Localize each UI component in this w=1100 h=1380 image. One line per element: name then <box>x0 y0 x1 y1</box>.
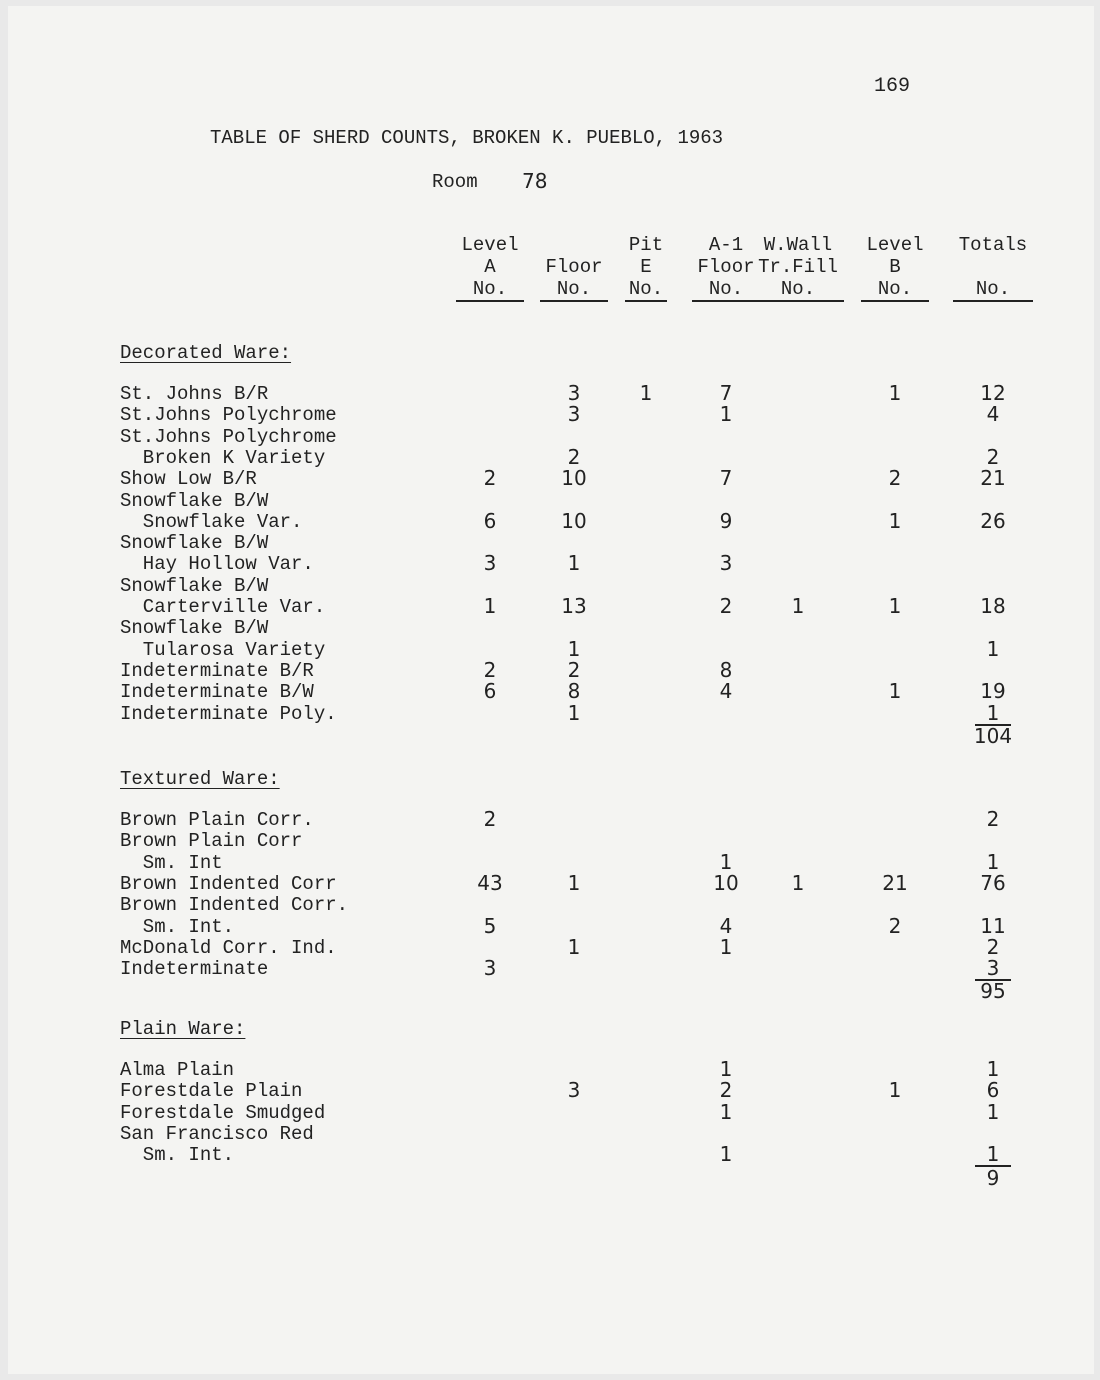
row-label: St.Johns Polychrome <box>120 425 337 448</box>
table-cell: 1 <box>791 594 805 618</box>
section-total: 104 <box>973 723 1013 748</box>
table-cell: 1 <box>567 870 581 895</box>
row-label: Indeterminate Poly. <box>120 702 337 725</box>
table-cell: 2 <box>986 934 1000 959</box>
table-cell: 6 <box>483 508 497 533</box>
table-cell: 1 <box>719 402 733 427</box>
table-cell: 10 <box>713 870 739 895</box>
table-cell: 1 <box>567 700 581 725</box>
column-header-line: Level <box>866 234 924 256</box>
table-cell: 2 <box>719 594 733 618</box>
section-title: Decorated Ware: <box>120 342 292 364</box>
row-label: St. Johns B/R <box>120 383 269 405</box>
table-cell: 4 <box>719 913 733 938</box>
row-label: Snowflake B/W <box>120 489 269 512</box>
table-cell: 18 <box>980 594 1006 618</box>
table-cell: 3 <box>483 551 497 576</box>
table-cell: 8 <box>567 679 581 704</box>
row-label: San Francisco Red <box>120 1122 314 1145</box>
table-cell: 1 <box>567 934 581 959</box>
row-label: Hay Hollow Var. <box>120 553 314 576</box>
column-header-line: A <box>484 256 496 278</box>
table-cell: 21 <box>882 870 908 895</box>
table-cell: 1 <box>888 508 902 533</box>
row-label: Sm. Int. <box>120 915 235 938</box>
row-label: Show Low B/R <box>120 468 257 491</box>
table-cell: 1 <box>719 1142 733 1167</box>
table-cell: 1 <box>719 934 733 959</box>
column-header-line: Floor <box>697 256 755 278</box>
table-cell: 2 <box>567 657 581 682</box>
table-cell: 1 <box>719 849 733 874</box>
table-cell: 1 <box>975 1144 1011 1167</box>
column-header-line: B <box>889 256 901 278</box>
row-label: Brown Plain Corr <box>120 830 303 853</box>
table-cell: 43 <box>477 870 503 895</box>
table-cell: 2 <box>483 807 497 831</box>
table-cell: 2 <box>888 466 902 491</box>
table-cell: 1 <box>888 1078 902 1103</box>
table-cell: 3 <box>567 381 581 405</box>
table-cell: 1 <box>719 1057 733 1081</box>
room-number: 78 <box>522 169 548 193</box>
table-cell: 10 <box>561 466 587 491</box>
table-cell: 6 <box>986 1078 1000 1103</box>
table-cell: 9 <box>719 508 733 533</box>
page-number: 169 <box>874 75 911 98</box>
column-header-line: No. <box>456 278 524 302</box>
section-title: Textured Ware: <box>120 768 280 790</box>
column-header-line: No. <box>540 278 608 302</box>
column-header-line: A-1 <box>708 234 744 256</box>
row-label: Sm. Int <box>120 851 223 874</box>
table-cell: 1 <box>791 870 805 895</box>
table-cell: 1 <box>719 1099 733 1124</box>
section-total: 95 <box>980 979 1006 1004</box>
table-cell: 1 <box>986 849 1000 874</box>
table-cell: 3 <box>567 402 581 427</box>
table-cell: 26 <box>980 508 1006 533</box>
table-cell: 12 <box>980 381 1006 405</box>
table-cell: 1 <box>975 703 1011 726</box>
row-label: St.Johns Polychrome <box>120 404 337 427</box>
table-cell: 2 <box>719 1078 733 1103</box>
table-cell: 11 <box>980 913 1006 938</box>
table-cell: 21 <box>980 466 1006 491</box>
section-total: 9 <box>986 1165 1000 1190</box>
column-header-line: Pit <box>628 234 664 256</box>
column-header-line: Tr.Fill <box>758 256 838 278</box>
table-cell: 1 <box>483 594 497 618</box>
table-cell: 1 <box>888 594 902 618</box>
table-cell: 2 <box>986 444 1000 469</box>
row-label: Alma Plain <box>120 1059 235 1081</box>
row-label: Forestdale Plain <box>120 1080 303 1103</box>
column-header-line: E <box>640 256 652 278</box>
row-label: Forestdale Smudged <box>120 1101 326 1124</box>
table-cell: 1 <box>986 1057 1000 1081</box>
column-header-line: No. <box>861 278 929 302</box>
row-label: Brown Indented Corr <box>120 872 337 895</box>
column-header-line: No. <box>953 278 1033 302</box>
table-cell: 3 <box>975 958 1011 981</box>
table-cell: 2 <box>888 913 902 938</box>
row-label: Indeterminate B/W <box>120 681 314 704</box>
table-cell: 7 <box>719 381 733 405</box>
column-header-line: Level <box>461 234 519 256</box>
row-label: Snowflake B/W <box>120 574 269 597</box>
row-label: Tularosa Variety <box>120 638 326 661</box>
row-label: Snowflake Var. <box>120 510 303 533</box>
row-label: Snowflake B/W <box>120 617 269 640</box>
column-header-line: No. <box>692 278 760 302</box>
table-cell: 1 <box>888 381 902 405</box>
row-label: Sm. Int. <box>120 1144 235 1167</box>
section-title: Plain Ware: <box>120 1018 246 1040</box>
document-page <box>8 6 1094 1374</box>
row-label: McDonald Corr. Ind. <box>120 936 337 959</box>
table-cell: 2 <box>567 444 581 469</box>
page-title: TABLE OF SHERD COUNTS, BROKEN K. PUEBLO, 1963 <box>210 127 724 149</box>
column-header-line: Totals <box>958 234 1028 256</box>
table-cell: 6 <box>483 679 497 704</box>
table-cell: 5 <box>483 913 497 938</box>
table-cell: 10 <box>561 508 587 533</box>
table-cell: 1 <box>639 381 653 405</box>
table-cell: 7 <box>719 466 733 491</box>
table-cell: 4 <box>986 402 1000 427</box>
table-cell: 76 <box>980 870 1006 895</box>
table-cell: 1 <box>567 636 581 661</box>
table-cell: 2 <box>483 466 497 491</box>
table-cell: 2 <box>483 657 497 682</box>
table-cell: 3 <box>719 551 733 576</box>
table-cell: 1 <box>888 679 902 704</box>
table-cell: 8 <box>719 657 733 682</box>
table-cell: 2 <box>986 807 1000 831</box>
row-label: Snowflake B/W <box>120 532 269 555</box>
room-label: Room <box>432 171 478 193</box>
table-cell: 3 <box>483 956 497 981</box>
table-cell: 13 <box>561 594 587 618</box>
table-cell: 4 <box>719 679 733 704</box>
row-label: Broken K Variety <box>120 446 326 469</box>
table-cell: 3 <box>567 1078 581 1103</box>
column-header-line: Floor <box>545 256 603 278</box>
row-label: Brown Indented Corr. <box>120 894 349 917</box>
column-header-line: W.Wall <box>763 234 833 256</box>
row-label: Brown Plain Corr. <box>120 809 314 831</box>
column-header-line: No. <box>752 278 844 302</box>
column-header-line: No. <box>625 278 667 302</box>
table-cell: 19 <box>980 679 1006 704</box>
table-cell: 1 <box>986 636 1000 661</box>
row-label: Indeterminate B/R <box>120 659 314 682</box>
table-cell: 1 <box>567 551 581 576</box>
row-label: Carterville Var. <box>120 596 326 618</box>
row-label: Indeterminate <box>120 958 269 981</box>
table-cell: 1 <box>986 1099 1000 1124</box>
